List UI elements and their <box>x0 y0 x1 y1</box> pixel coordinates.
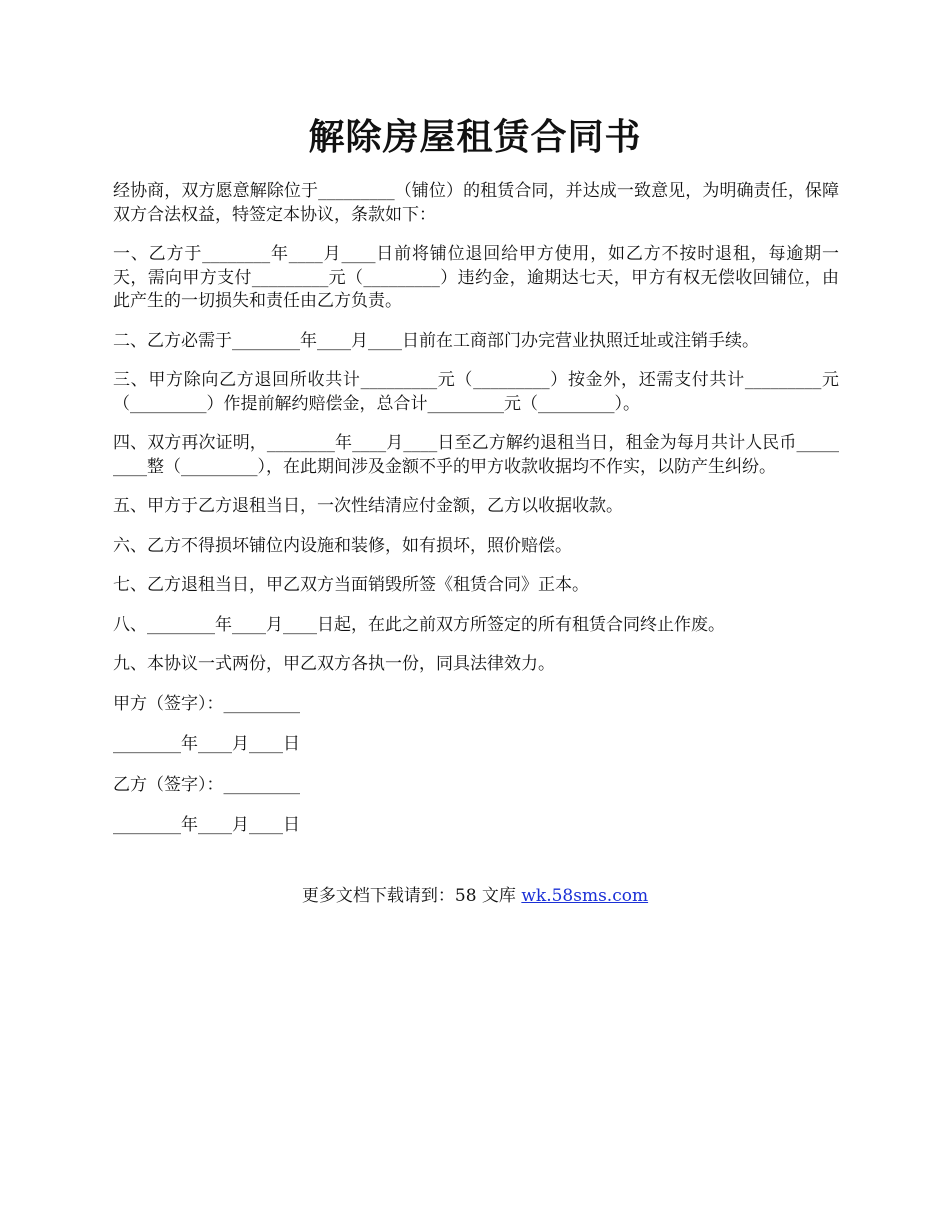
document-title: 解除房屋租赁合同书 <box>308 116 642 158</box>
footer-text: 更多文档下载请到：58 文库 <box>301 886 522 906</box>
clause-9: 九、本协议一式两份，甲乙双方各执一份，同具法律效力。 <box>113 654 555 674</box>
paragraph-intro: 经协商，双方愿意解除位于_________（铺位）的租赁合同，并达成一致意见，为明确责任，保障双方合法权益，特签定本协议，条款如下： <box>113 181 839 225</box>
clause-2: 二、乙方必需于________年____月____日前在工商部门办完营业执照迁址或注销手续。 <box>113 330 759 351</box>
document-body <box>113 180 839 855</box>
party-b-date: ________年____月____日 <box>113 815 300 835</box>
clause-6: 六、乙方不得损坏铺位内设施和装修，如有损坏，照价赔偿。 <box>113 535 572 556</box>
clause-1: 一、乙方于________年____月____日前将铺位退回给甲方使用，如乙方不按时退租，每逾期一天，需向甲方支付_________元（_________）违约金，逾期达七天，甲方有权无偿收回铺位，由此产生的一切损失和责任由乙方负责。 <box>113 244 839 311</box>
clause-7: 七、乙方退租当日，甲乙双方当面销毁所签《租赁合同》正本。 <box>113 575 589 595</box>
party-b-signature: 乙方（签字）：_________ <box>113 774 300 795</box>
clause-3: 三、甲方除向乙方退回所收共计_________元（_________）按金外，还需支付共计_________元（_________）作提前解约赔偿金，总合计_________元（_________）。 <box>113 370 839 414</box>
footer-link[interactable]: wk.58sms.com <box>521 886 649 906</box>
party-a-signature: 甲方（签字）：_________ <box>113 693 300 714</box>
clause-5: 五、甲方于乙方退租当日，一次性结清应付金额，乙方以收据收款。 <box>113 496 623 516</box>
party-a-date: ________年____月____日 <box>113 734 300 754</box>
clause-4: 四、双方再次证明，________年____月____日至乙方解约退租当日，租金为每月共计人民币_________整（_________），在此期间涉及金额不乎的甲方收款收据均不作实，以防产生纠纷。 <box>113 433 839 477</box>
clause-8: 八、________年____月____日起，在此之前双方所签定的所有租赁合同终止作废。 <box>113 614 725 635</box>
footer <box>0 884 950 908</box>
